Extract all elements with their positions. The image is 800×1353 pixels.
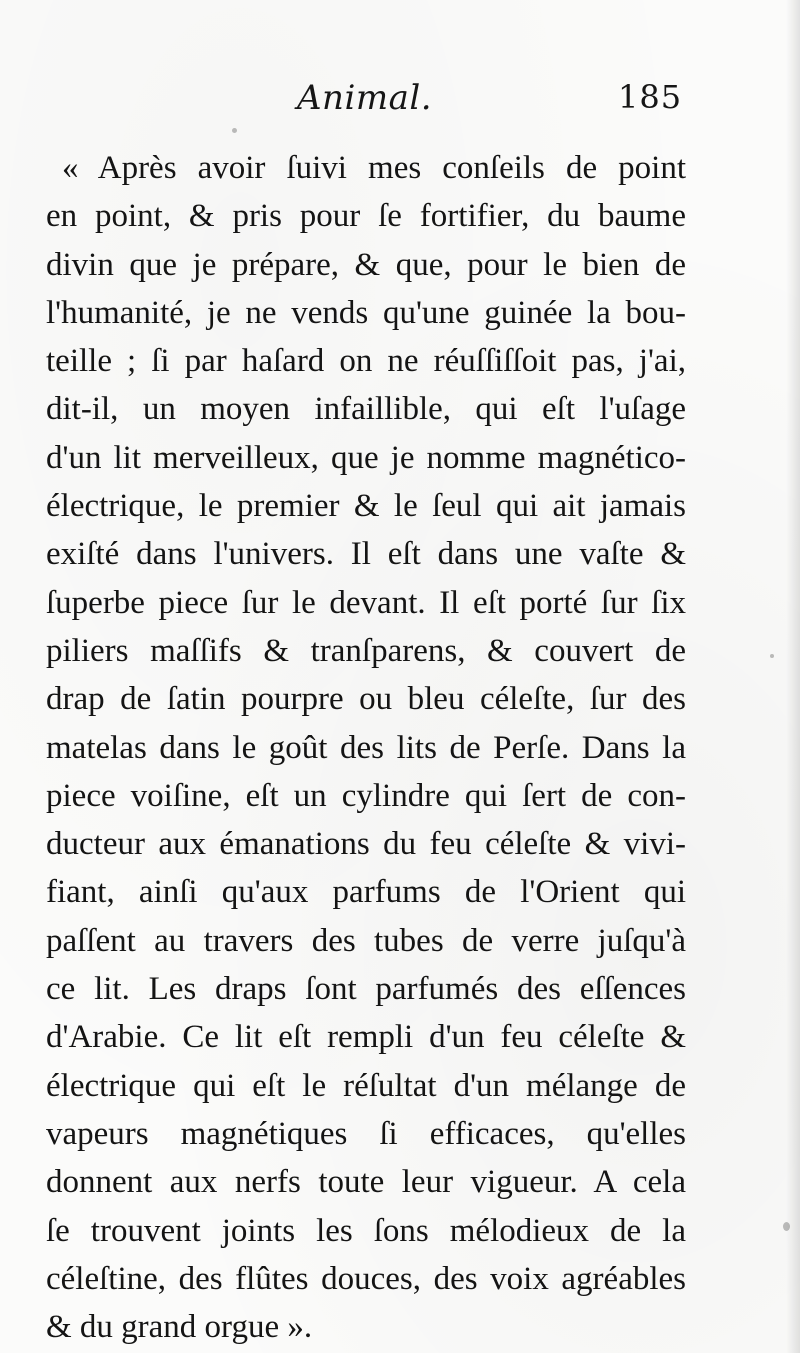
- text-line: teille ; ſi par haſard on ne réuſſiſſoit pas, j'ai,: [46, 343, 686, 380]
- text-line: dit-il, un moyen infaillible, qui eſt l'uſage: [46, 391, 686, 428]
- text-line: paſſent au travers des tubes de verre juſqu'à: [46, 922, 686, 959]
- text-line: ſe trouvent joints les ſons mélodieux de la: [46, 1212, 686, 1249]
- text-line: électrique, le premier & le ſeul qui ait jamais: [46, 488, 686, 525]
- text-line: piliers maſſifs & tranſparens, & couvert de: [46, 632, 686, 669]
- text-line: donnent aux nerfs toute leur vigueur. A cela: [46, 1164, 686, 1201]
- text-line: d'un lit merveilleux, que je nomme magnético-: [46, 439, 686, 476]
- text-line: drap de ſatin pourpre ou bleu céleſte, ſur des: [46, 681, 686, 718]
- text-line: divin que je prépare, & que, pour le bien de: [46, 246, 686, 283]
- page-edge-shadow: [786, 0, 800, 1353]
- text-line: d'Arabie. Ce lit eſt rempli d'un feu céleſte &: [46, 1019, 686, 1056]
- text-line: exiſté dans l'univers. Il eſt dans une vaſte &: [46, 536, 686, 573]
- text-line: l'humanité, je ne vends qu'une guinée la bou-: [46, 294, 686, 331]
- page-number: 185: [618, 78, 683, 116]
- text-line: vapeurs magnétiques ſi efficaces, qu'elles: [46, 1115, 686, 1152]
- text-line: électrique qui eſt le réſultat d'un mélange de: [46, 1067, 686, 1104]
- text-line: ducteur aux émanations du feu céleſte & vivi-: [46, 826, 686, 863]
- text-line: céleſtine, des flûtes douces, des voix agréables: [46, 1260, 686, 1297]
- body-text: [46, 144, 686, 1351]
- ink-speck: [232, 128, 237, 133]
- ink-speck: [783, 1222, 790, 1231]
- ink-speck: [770, 654, 774, 658]
- text-line: piece voiſine, eſt un cylindre qui ſert de con-: [46, 777, 686, 814]
- text-line: matelas dans le goût des lits de Perſe. Dans la: [46, 729, 686, 766]
- page-header: [0, 70, 800, 130]
- text-line: fiant, ainſi qu'aux parfums de l'Orient qui: [46, 874, 686, 911]
- text-line: ſuperbe piece ſur le devant. Il eſt porté ſur ſix: [46, 584, 686, 621]
- text-line: & du grand orgue ».: [46, 1309, 313, 1346]
- text-line: « Après avoir ſuivi mes conſeils de point: [62, 150, 686, 186]
- running-title: Animal.: [297, 78, 433, 118]
- text-line: en point, & pris pour ſe fortifier, du baume: [46, 198, 686, 235]
- text-line: ce lit. Les draps ſont parfumés des eſſences: [46, 971, 686, 1008]
